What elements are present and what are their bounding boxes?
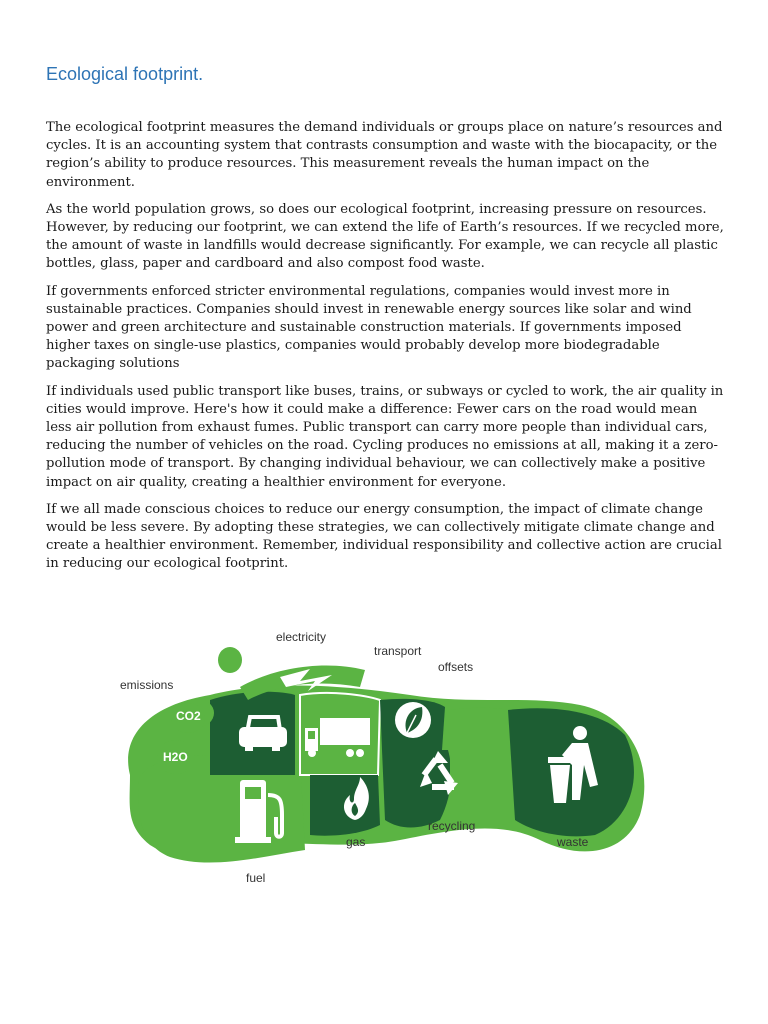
label-fuel: fuel — [246, 871, 266, 885]
label-emissions: emissions — [120, 678, 174, 692]
footprint-illustration — [110, 625, 650, 895]
paragraph-1: The ecological footprint measures the demand individuals or groups place on nature’s resources and cycles. It is an accounting system that contrasts consumption and waste with the biocapacity, or the region’s ability to produce resources. This measurement reveals the human impact on the environment. — [46, 120, 723, 190]
label-transport: transport — [374, 644, 422, 658]
label-waste: waste — [557, 835, 589, 849]
paragraph-4: If individuals used public transport like buses, trains, or subways or cycled to work, the air quality in cities would improve. Here's how it could make a difference: Fewer cars on the road would mean less air pollution from exhaust fumes. Public transport can carry more people than individual cars, reducing the number of vehicles on the road. Cycling produces no emissions at all, making it a zero-pollution mode of transport. By changing individual behaviour, we can collectively make a positive impact on air quality, creating a healthier environment for everyone. — [46, 383, 724, 490]
label-electricity: electricity — [276, 630, 327, 644]
label-co2: CO2 — [176, 709, 201, 723]
paragraph-2: As the world population grows, so does our ecological footprint, increasing pressure on resources. However, by reducing our footprint, we can extend the life of Earth’s resources. If we recycled more, the amount of waste in landfills would decrease significantly. For example, we can recycle all plastic bottles, glass, paper and cardboard and also compost food waste. — [46, 201, 724, 272]
label-offsets: offsets — [438, 660, 474, 674]
waste-region — [506, 708, 634, 836]
article-body — [46, 119, 724, 583]
paragraph-3: If governments enforced stricter environmental regulations, companies would invest more in sustainable practices. Companies should invest in renewable energy sources like solar and wind power and green architecture and sustainable construction materials. If governments imposed higher taxes on single-use plastics, companies would probably develop more biodegradable packaging solutions — [46, 283, 692, 372]
leaf-icon — [395, 702, 431, 738]
page-title: Ecological footprint. — [46, 64, 204, 84]
label-gas: gas — [346, 835, 366, 849]
label-h2o: H2O — [163, 750, 188, 764]
toe-blob-top — [218, 647, 242, 673]
label-recycling: recycling — [428, 819, 476, 833]
paragraph-5: If we all made conscious choices to reduce our energy consumption, the impact of climate change would be less severe. By adopting these strategies, we can collectively mitigate climate change and create a healthier environment. Remember, individual responsibility and collective action are crucial in reducing our ecological footprint. — [46, 501, 722, 572]
